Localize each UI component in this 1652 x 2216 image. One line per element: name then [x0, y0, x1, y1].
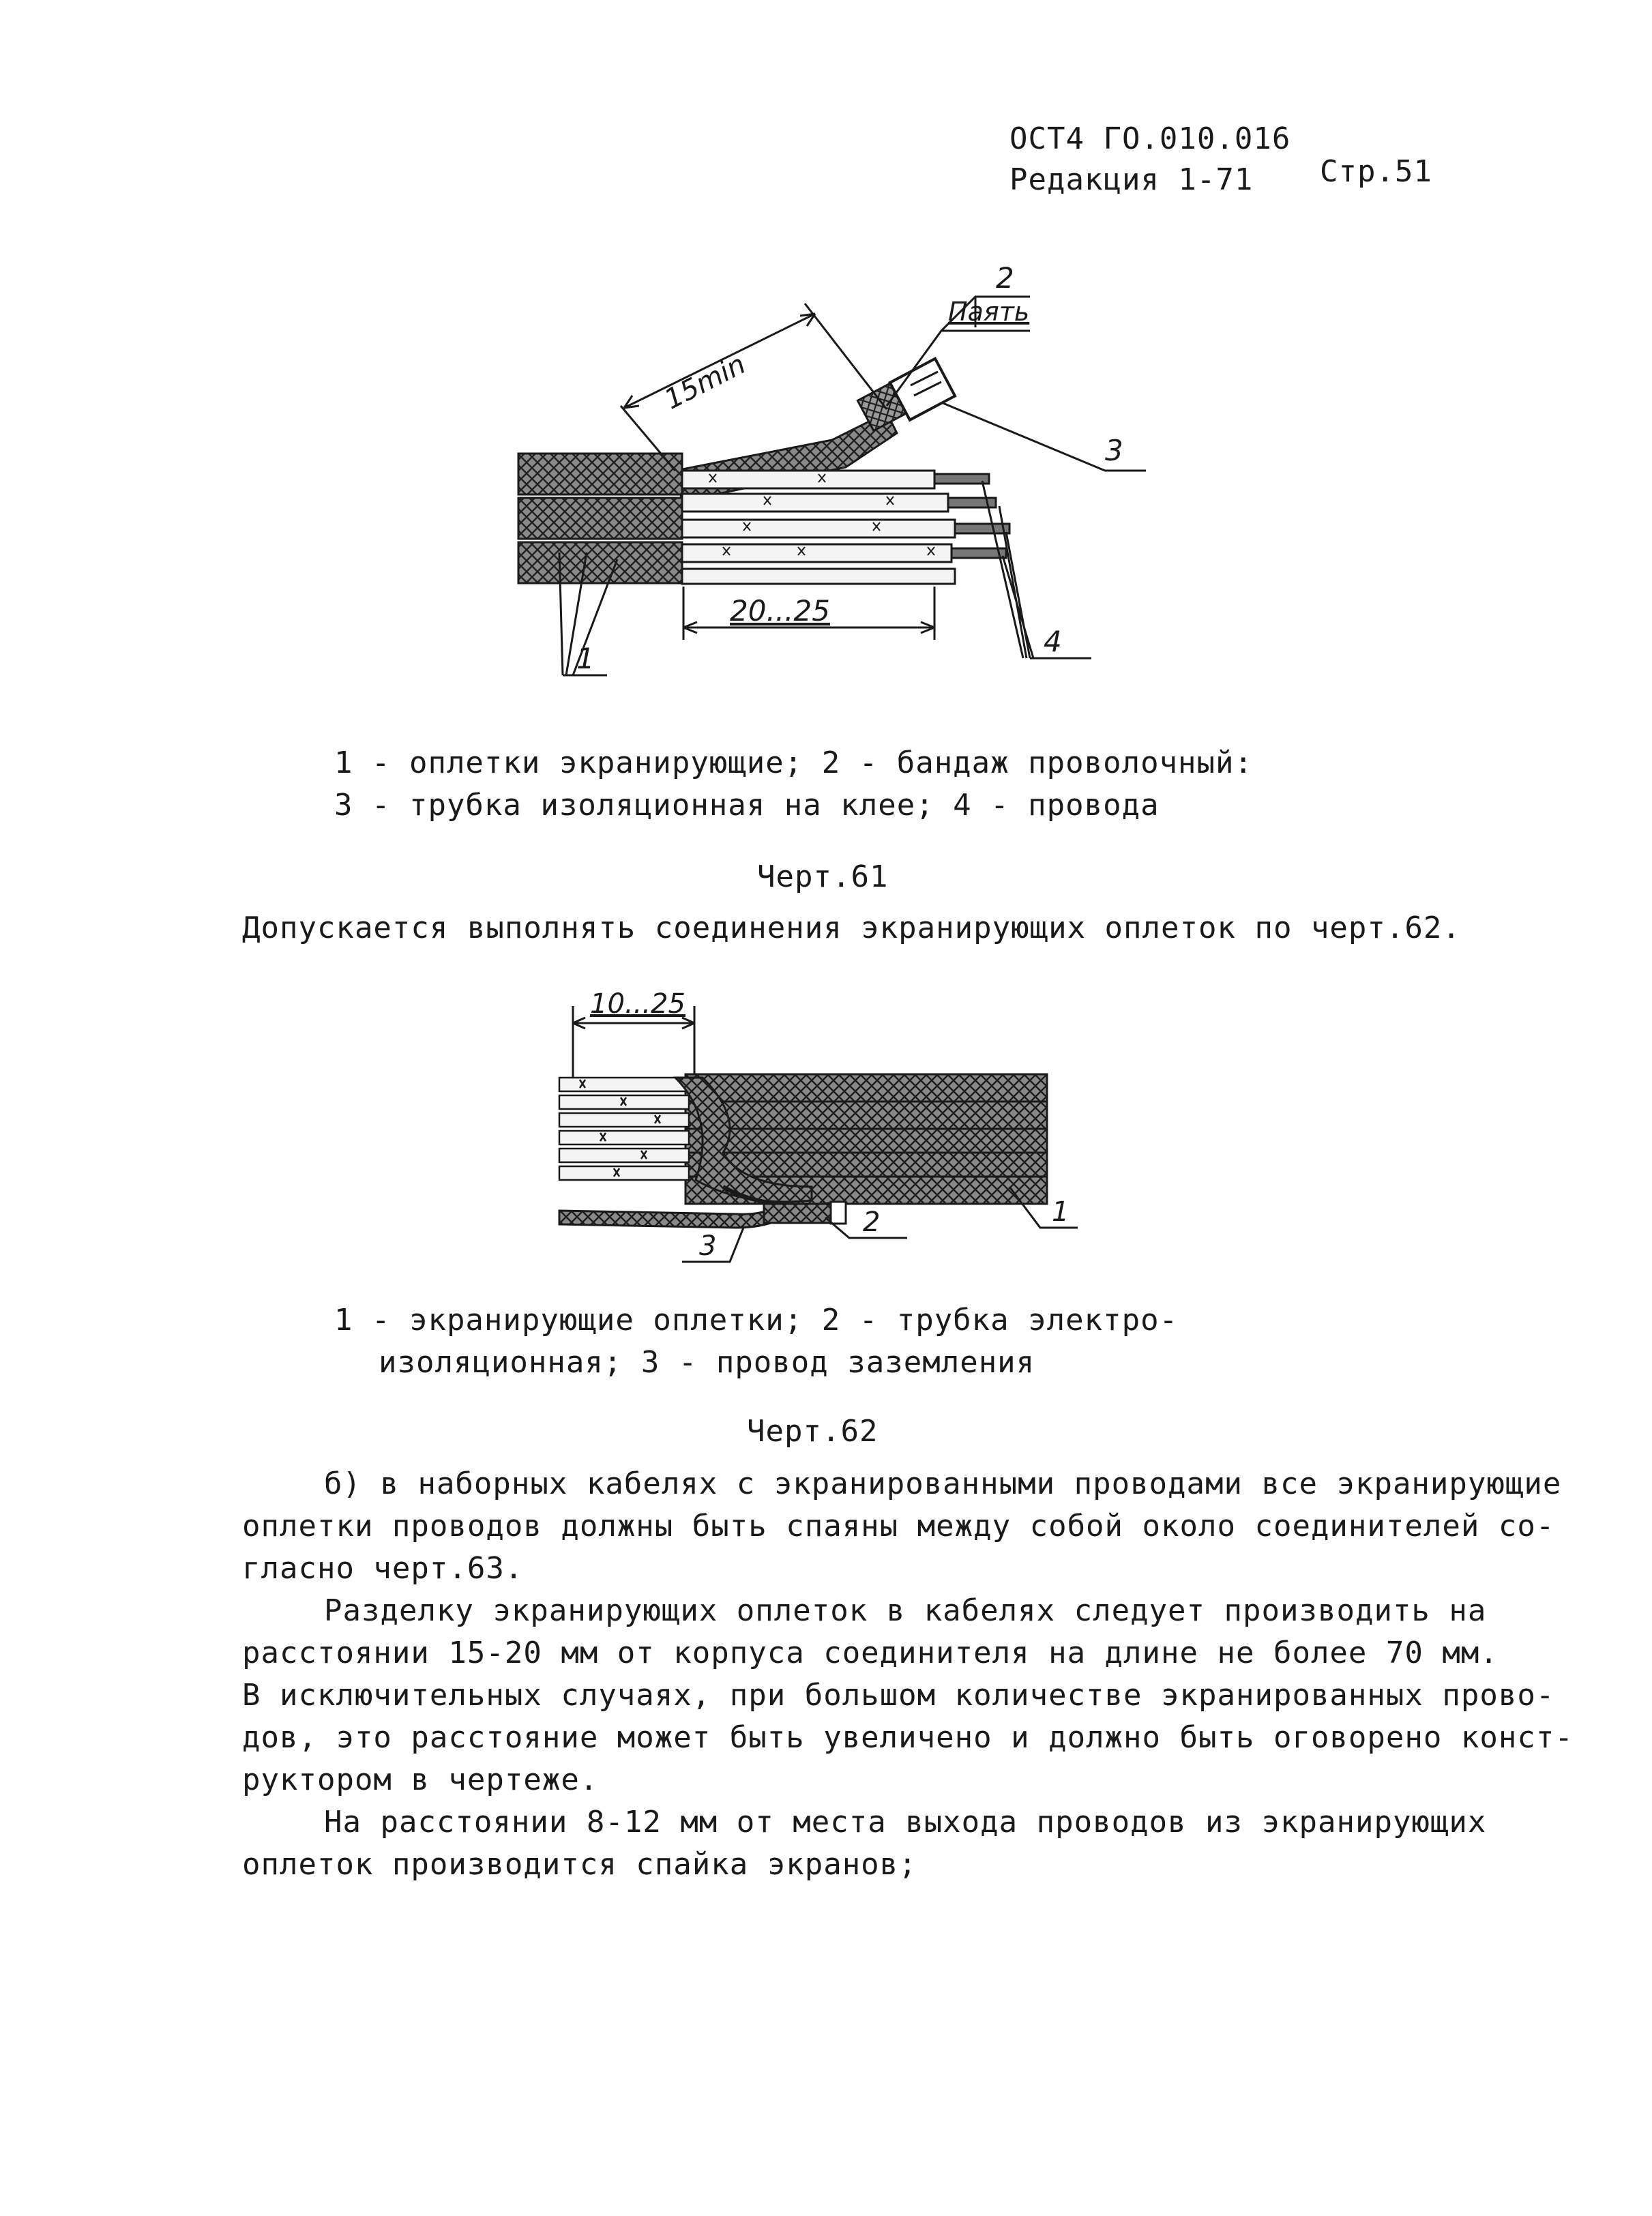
body-paragraph-b-line-1: б) в наборных кабелях с экранированными проводами все экранирующие [324, 1466, 1562, 1501]
body-paragraph-b-line-2: оплетки проводов должны быть спаяны между собой около соединителей со- [242, 1509, 1555, 1543]
figure-62-caption: Черт.62 [747, 1414, 879, 1449]
edition-label: Редакция 1-71 [1009, 162, 1254, 197]
exposed-wires [559, 1078, 689, 1180]
callout-2-number: 2 [863, 1207, 881, 1238]
intro-paragraph: Допускается выполнять соединения экранирующих оплеток по черт.62. [242, 911, 1461, 945]
page-number: Стр.51 [1320, 154, 1432, 189]
body-paragraph-2-line-4: дов, это расстояние может быть увеличено и должно быть оговорено конст- [242, 1720, 1574, 1755]
figure-61-caption: Черт.61 [757, 859, 889, 894]
body-paragraph-2-line-3: В исключительных случаях, при большом количестве экранированных прово- [242, 1678, 1555, 1713]
body-paragraph-b-line-3: гласно черт.63. [242, 1551, 524, 1586]
dimension-15min-label: 15min [660, 349, 751, 416]
callout-4-number: 4 [1044, 625, 1062, 658]
callout-2-number: 2 [996, 266, 1014, 295]
insulation-tube-part-2 [764, 1202, 846, 1224]
body-paragraph-3-line-1: На расстоянии 8-12 мм от места выхода проводов из экранирующих [324, 1805, 1487, 1840]
document-code: ОСТ4 ГО.010.016 [1009, 121, 1291, 156]
figure-62-legend-line-1: 1 - экранирующие оплетки; 2 - трубка электро- [334, 1303, 1179, 1338]
dimension-20-25-label: 20...25 [730, 594, 830, 627]
body-paragraph-2-line-1: Разделку экранирующих оплеток в кабелях следует производить на [324, 1593, 1487, 1628]
shield-braids-part-1 [518, 454, 682, 583]
solder-note: Паять [948, 297, 1030, 327]
figure-61-drawing [505, 266, 1187, 703]
body-paragraph-3-line-2: оплеток производится спайка экранов; [242, 1847, 917, 1882]
wires-part-4 [682, 471, 1009, 584]
callout-1-number: 1 [576, 642, 595, 675]
callout-3-number: 3 [699, 1230, 717, 1262]
figure-61-legend-line-1: 1 - оплетки экранирующие; 2 - бандаж проволочный: [334, 745, 1254, 780]
figure-62-legend-line-2: изоляционная; 3 - провод заземления [379, 1345, 1035, 1380]
callout-1-number: 1 [1052, 1196, 1070, 1228]
callout-4-leader [982, 481, 1091, 658]
dimension-10-25-label: 10...25 [590, 988, 685, 1020]
body-paragraph-2-line-2: расстоянии 15-20 мм от корпуса соединителя на длине не более 70 мм. [242, 1636, 1499, 1670]
figure-61-legend-line-2: 3 - трубка изоляционная на клее; 4 - провода [334, 788, 1160, 823]
body-paragraph-2-line-5: руктором в чертеже. [242, 1762, 599, 1797]
callout-3-number: 3 [1105, 434, 1123, 467]
figure-62-drawing [539, 982, 1098, 1269]
